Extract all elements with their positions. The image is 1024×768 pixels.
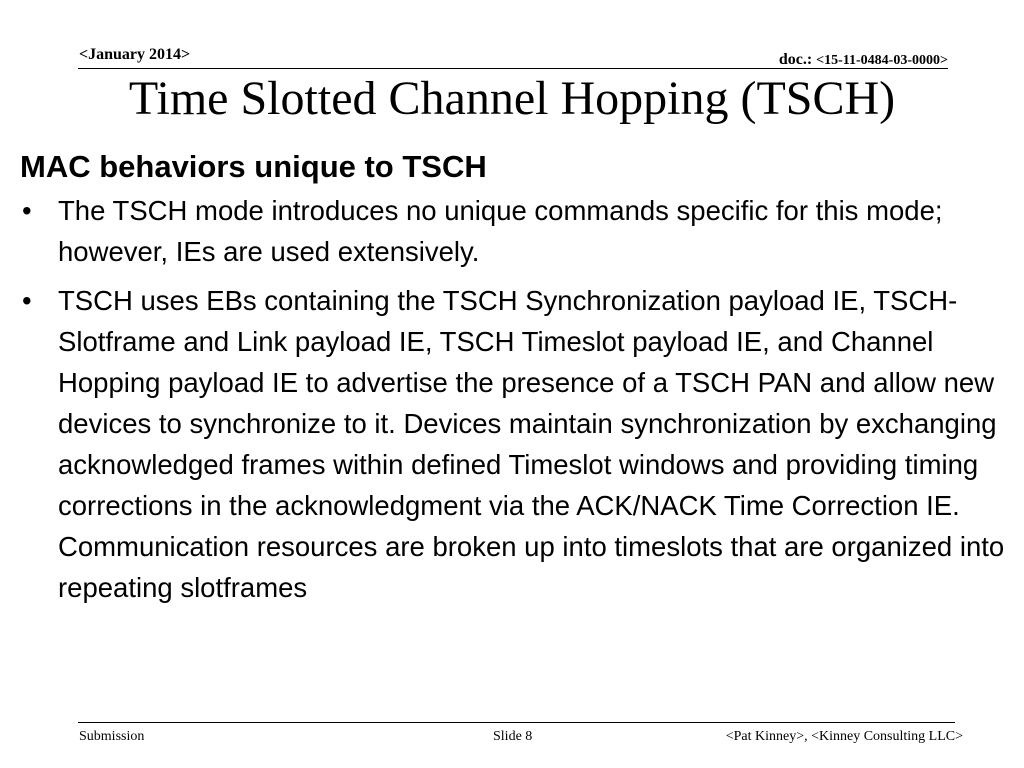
bullet-text: TSCH uses EBs containing the TSCH Synchronization payload IE, TSCH-Slotframe and Link payload IE, TSCH Timeslot payload IE, and Channel Hopping payload IE to advertise the presence of a TSCH PAN and allow new devices to synchronize to it. Devices maintain synchronization by exchanging acknowledged frames within defined Timeslot windows and providing timing corrections in the acknowledgment via the ACK/NACK Time Correction IE. Communication resources are broken up into timeslots that are organized into repeating slotframes <box>58 285 1005 603</box>
footer-rule <box>78 722 955 723</box>
doc-number: <15-11-0484-03-0000> <box>816 53 948 68</box>
header-date: <January 2014> <box>79 46 191 63</box>
footer-slide-number: Slide 8 <box>493 729 533 744</box>
footer-author: <Pat Kinney>, <Kinney Consulting LLC> <box>725 729 963 744</box>
bullet-list <box>20 190 1020 608</box>
doc-label: doc.: <box>778 51 817 68</box>
footer-submission: Submission <box>79 729 145 744</box>
bullet-icon: • <box>22 285 32 316</box>
header-rule <box>78 68 948 69</box>
slide-content <box>20 147 1020 616</box>
bullet-text: The TSCH mode introduces no unique commands specific for this mode; however, IEs are used extensively. <box>58 195 943 267</box>
bullet-item <box>20 280 1020 608</box>
bullet-item <box>20 190 1020 272</box>
slide-title: Time Slotted Channel Hopping (TSCH) <box>128 72 896 125</box>
section-heading: MAC behaviors unique to TSCH <box>20 149 487 184</box>
bullet-icon: • <box>22 195 32 226</box>
